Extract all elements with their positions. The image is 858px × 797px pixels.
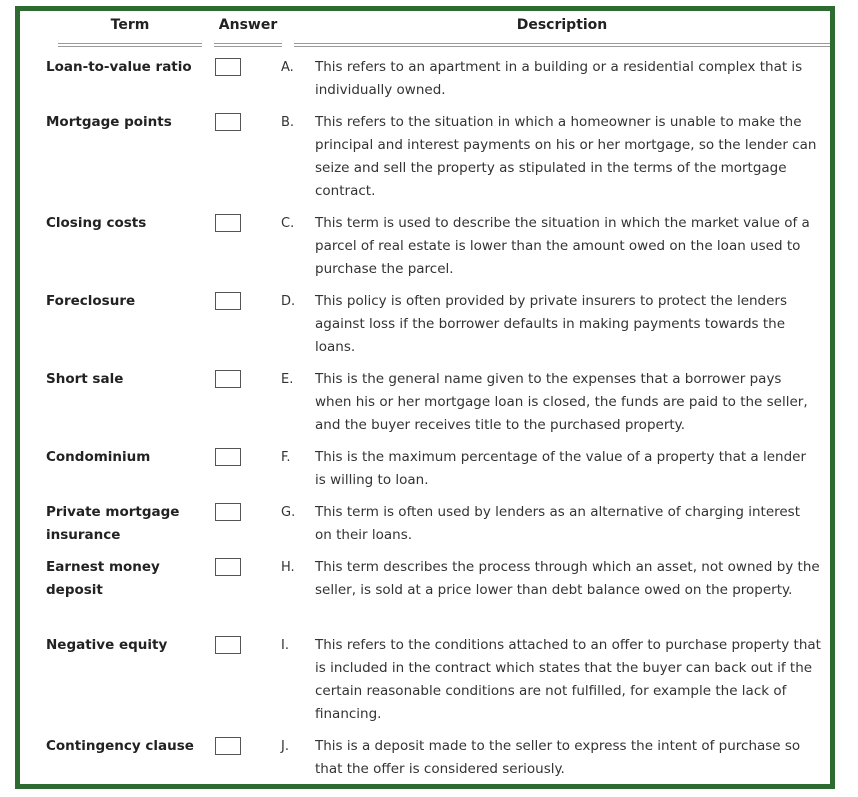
- description-text: This term describes the process through which an asset, not owned by the seller, is sold at a price lower than debt balance owed on the property.: [315, 559, 820, 598]
- description-letter: G.: [281, 505, 296, 520]
- term-header-rule: [58, 43, 202, 47]
- answer-input[interactable]: [215, 370, 241, 388]
- description-text: This is the general name given to the expenses that a borrower pays when his or her mortgage loan is closed, the funds are paid to the seller, and the buyer receives title to the purchased property.: [315, 371, 808, 433]
- answer-input[interactable]: [215, 214, 241, 232]
- term-label: Foreclosure: [46, 293, 136, 309]
- term-label: Short sale: [46, 371, 124, 387]
- description-text: This refers to the situation in which a homeowner is unable to make the principal and interest payments on his or her mortgage, so the lender can seize and sell the property as stipulated in the terms of the mortgage contract.: [315, 114, 817, 199]
- description-header-rule: [294, 43, 830, 47]
- answer-column-header: Answer: [218, 17, 278, 33]
- description-text: This policy is often provided by private insurers to protect the lenders against loss if the borrower defaults in making payments towards the loans.: [315, 293, 788, 355]
- answer-input[interactable]: [215, 58, 241, 76]
- term-label: Closing costs: [46, 215, 147, 231]
- description-text: This is a deposit made to the seller to express the intent of purchase so that the offer is considered seriously.: [315, 738, 801, 777]
- answer-input[interactable]: [215, 503, 241, 521]
- description-text: This term is often used by lenders as an alternative of charging interest on their loans.: [315, 504, 801, 543]
- answer-input[interactable]: [215, 292, 241, 310]
- term-label: Mortgage points: [46, 114, 172, 130]
- description-text: This term is used to describe the situation in which the market value of a parcel of real estate is lower than the amount owed on the loan used to purchase the parcel.: [315, 215, 810, 277]
- answer-input[interactable]: [215, 113, 241, 131]
- description-text: This is the maximum percentage of the value of a property that a lender is willing to loan.: [315, 449, 807, 488]
- description-text: This refers to the conditions attached to an offer to purchase property that is included in the contract which states that the buyer can back out if the certain reasonable conditions are not fulfilled, for example the lack of financing.: [315, 637, 821, 722]
- description-letter: F.: [281, 450, 291, 465]
- term-label: Earnest money deposit: [46, 559, 160, 598]
- answer-input[interactable]: [215, 448, 241, 466]
- description-letter: D.: [281, 294, 296, 309]
- term-label: Negative equity: [46, 637, 168, 653]
- description-letter: J.: [281, 739, 289, 754]
- description-letter: I.: [281, 638, 289, 653]
- description-letter: B.: [281, 115, 295, 130]
- description-column-header: Description: [516, 17, 608, 33]
- description-text: This refers to an apartment in a building or a residential complex that is individually owned.: [315, 59, 803, 98]
- matching-exercise-frame: [15, 6, 835, 789]
- term-label: Loan-to-value ratio: [46, 59, 192, 75]
- term-label: Private mortgage insurance: [46, 504, 180, 543]
- term-label: Contingency clause: [46, 738, 194, 754]
- answer-input[interactable]: [215, 558, 241, 576]
- term-column-header: Term: [110, 17, 150, 33]
- answer-input[interactable]: [215, 636, 241, 654]
- description-letter: E.: [281, 372, 294, 387]
- term-label: Condominium: [46, 449, 151, 465]
- answer-header-rule: [214, 43, 282, 47]
- description-letter: A.: [281, 60, 294, 75]
- answer-input[interactable]: [215, 737, 241, 755]
- description-letter: C.: [281, 216, 295, 231]
- description-letter: H.: [281, 560, 295, 575]
